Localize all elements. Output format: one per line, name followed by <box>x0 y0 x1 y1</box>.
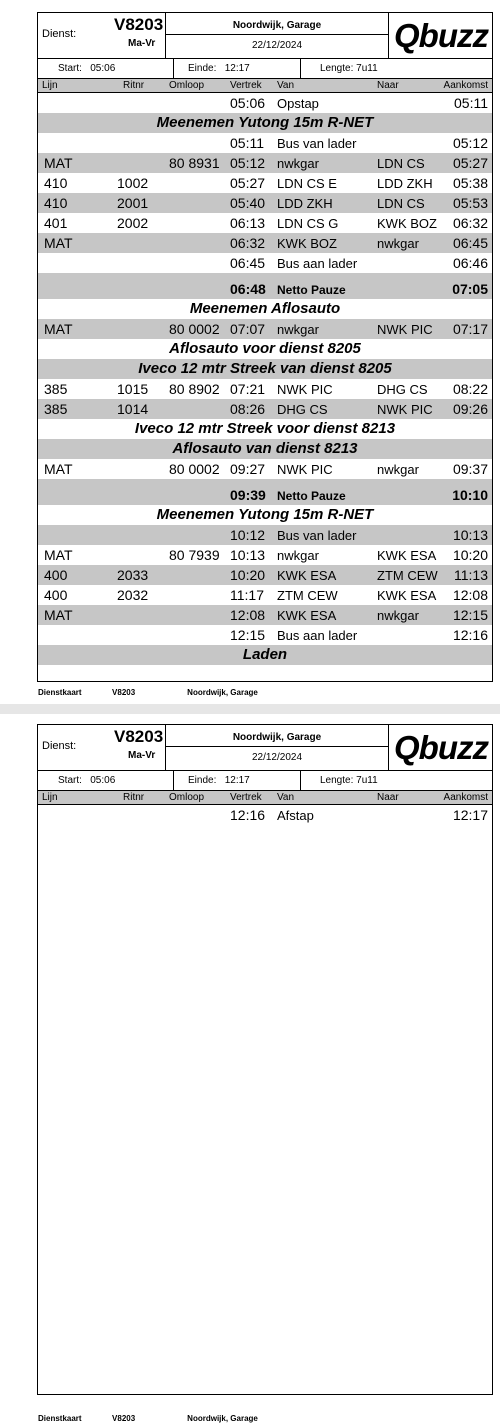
trip-row <box>38 565 492 585</box>
col-ritnr: Ritnr <box>123 80 145 91</box>
qbuzz-logo: Qbuzz <box>394 16 488 54</box>
pause-row <box>38 485 492 505</box>
cell-aankomst: 09:37 <box>452 461 488 477</box>
cell-aankomst: 07:17 <box>452 321 488 337</box>
cell-naar: NWK PIC <box>377 402 433 417</box>
cell-ritnr: 2002 <box>117 215 149 231</box>
cell-lijn: 400 <box>44 587 68 603</box>
cell-ritnr: 2032 <box>117 587 149 603</box>
divider <box>165 746 389 747</box>
cell-naar: KWK ESA <box>377 588 437 603</box>
note-text: Iveco 12 mtr Streek voor dienst 8213 <box>134 420 396 437</box>
cell-vertrek: 10:13 <box>230 547 266 563</box>
cell-aankomst: 06:45 <box>452 235 488 251</box>
cell-aankomst: 12:08 <box>452 587 488 603</box>
cell-van: LDN CS E <box>277 176 337 191</box>
cell-lijn: MAT <box>44 607 73 623</box>
cell-vertrek: 07:21 <box>230 381 266 397</box>
duty-header <box>38 13 492 59</box>
cell-omloop: 80 7939 <box>169 547 220 563</box>
trip-row <box>38 379 492 399</box>
trip-row <box>38 399 492 419</box>
column-header <box>38 79 492 93</box>
cell-lijn: 410 <box>44 195 68 211</box>
end-time: Einde: 12:17 <box>188 63 250 74</box>
cell-van: Bus van lader <box>277 136 357 151</box>
trip-list <box>38 93 492 665</box>
note-text: Meenemen Yutong 15m R-NET <box>156 506 374 523</box>
col-lijn: Lijn <box>42 792 58 803</box>
note-text: Aflosauto van dienst 8213 <box>172 440 358 457</box>
cell-van: Opstap <box>277 96 319 111</box>
note-text: Iveco 12 mtr Streek van dienst 8205 <box>138 360 392 377</box>
time-bar <box>38 771 492 791</box>
cell-naar: NWK PIC <box>377 322 433 337</box>
cell-aankomst: 10:13 <box>452 527 488 543</box>
cell-aankomst: 05:27 <box>452 155 488 171</box>
cell-lijn: MAT <box>44 461 73 477</box>
col-naar: Naar <box>377 792 399 803</box>
cell-vertrek: 08:26 <box>230 401 266 417</box>
cell-aankomst: 05:38 <box>452 175 488 191</box>
col-van: Van <box>277 80 295 91</box>
cell-vertrek: 05:06 <box>230 95 266 111</box>
time-bar <box>38 59 492 79</box>
cell-lijn: MAT <box>44 155 73 171</box>
cell-aankomst: 06:32 <box>452 215 488 231</box>
cell-naar: KWK ESA <box>377 548 437 563</box>
cell-van: Netto Pauze <box>277 489 346 503</box>
trip-row <box>38 319 492 339</box>
trip-row <box>38 193 492 213</box>
trip-row <box>38 153 492 173</box>
cell-lijn: MAT <box>44 547 73 563</box>
cell-vertrek: 05:12 <box>230 155 266 171</box>
cell-aankomst: 11:13 <box>454 567 488 583</box>
start-time: Start: 05:06 <box>58 63 116 74</box>
cell-lijn: 400 <box>44 567 68 583</box>
divider <box>300 771 301 790</box>
trip-row <box>38 93 492 113</box>
cell-omloop: 80 8931 <box>169 155 220 171</box>
garage-name: Noordwijk, Garage <box>232 732 322 743</box>
trip-row <box>38 133 492 153</box>
cell-vertrek: 06:32 <box>230 235 266 251</box>
cell-aankomst: 12:15 <box>452 607 488 623</box>
col-lijn: Lijn <box>42 80 58 91</box>
divider <box>173 59 174 78</box>
cell-naar: LDN CS <box>377 156 425 171</box>
cell-van: Bus aan lader <box>277 256 358 271</box>
note-row <box>38 339 492 359</box>
note-text: Meenemen Aflosauto <box>189 300 341 317</box>
trip-row <box>38 585 492 605</box>
cell-naar: nwkgar <box>377 236 419 251</box>
trip-row <box>38 545 492 565</box>
cell-omloop: 80 0002 <box>169 321 220 337</box>
cell-naar: KWK BOZ <box>377 216 437 231</box>
cell-aankomst: 06:46 <box>452 255 488 271</box>
cell-aankomst: 09:26 <box>452 401 488 417</box>
cell-vertrek: 10:20 <box>230 567 266 583</box>
cell-ritnr: 1014 <box>117 401 149 417</box>
cell-vertrek: 09:39 <box>230 487 266 503</box>
cell-van: Bus aan lader <box>277 628 358 643</box>
trip-row <box>38 625 492 645</box>
trip-row <box>38 233 492 253</box>
cell-van: nwkgar <box>277 548 319 563</box>
note-row <box>38 419 492 439</box>
note-row <box>38 645 492 665</box>
trip-row <box>38 525 492 545</box>
dienst-label: Dienst: <box>42 28 77 40</box>
cell-vertrek: 12:08 <box>230 607 266 623</box>
qbuzz-logo: Qbuzz <box>394 728 488 766</box>
cell-van: Bus van lader <box>277 528 357 543</box>
cell-vertrek: 05:40 <box>230 195 266 211</box>
page-footer: Dienstkaart V8203 Noordwijk, Garage <box>38 1414 258 1423</box>
cell-van: LDD ZKH <box>277 196 333 211</box>
cell-lijn: MAT <box>44 235 73 251</box>
cell-omloop: 80 8902 <box>169 381 220 397</box>
cell-ritnr: 2033 <box>117 567 149 583</box>
cell-van: Netto Pauze <box>277 283 346 297</box>
column-header <box>38 791 492 805</box>
cell-van: nwkgar <box>277 322 319 337</box>
duty-card-frame <box>37 724 493 1395</box>
cell-van: LDN CS G <box>277 216 339 231</box>
end-time: Einde: 12:17 <box>188 775 250 786</box>
garage-name: Noordwijk, Garage <box>232 20 322 31</box>
duty-header <box>38 725 492 771</box>
dienst-days: Ma-Vr <box>128 38 156 49</box>
cell-van: KWK ESA <box>277 568 337 583</box>
cell-aankomst: 10:20 <box>452 547 488 563</box>
note-text: Meenemen Yutong 15m R-NET <box>156 114 374 131</box>
duty-card-frame <box>37 12 493 682</box>
cell-naar: DHG CS <box>377 382 428 397</box>
trip-list <box>38 805 492 825</box>
cell-vertrek: 12:15 <box>230 627 266 643</box>
col-ritnr: Ritnr <box>123 792 145 803</box>
note-text: Aflosauto voor dienst 8205 <box>169 340 361 357</box>
divider <box>300 59 301 78</box>
cell-van: NWK PIC <box>277 462 333 477</box>
col-aankomst: Aankomst <box>443 80 488 91</box>
cell-vertrek: 10:12 <box>230 527 266 543</box>
col-vertrek: Vertrek <box>230 80 262 91</box>
divider <box>165 34 389 35</box>
cell-vertrek: 12:16 <box>230 807 266 823</box>
cell-lijn: 401 <box>44 215 68 231</box>
cell-vertrek: 05:11 <box>230 135 264 151</box>
page-2 <box>0 714 500 1426</box>
pause-row <box>38 279 492 299</box>
cell-van: nwkgar <box>277 156 319 171</box>
cell-ritnr: 2001 <box>117 195 149 211</box>
page-1 <box>0 0 500 704</box>
cell-vertrek: 11:17 <box>230 587 264 603</box>
duty-date: 22/12/2024 <box>251 40 303 51</box>
cell-naar: ZTM CEW <box>377 568 438 583</box>
divider <box>173 771 174 790</box>
cell-vertrek: 05:27 <box>230 175 266 191</box>
note-row <box>38 359 492 379</box>
note-text: Laden <box>242 646 288 663</box>
cell-van: DHG CS <box>277 402 328 417</box>
cell-ritnr: 1015 <box>117 381 149 397</box>
cell-aankomst: 07:05 <box>452 281 488 297</box>
dienst-label: Dienst: <box>42 740 77 752</box>
duty-length: Lengte: 7u11 <box>320 775 378 786</box>
col-vertrek: Vertrek <box>230 792 262 803</box>
cell-aankomst: 12:16 <box>452 627 488 643</box>
cell-omloop: 80 0002 <box>169 461 220 477</box>
cell-aankomst: 05:11 <box>454 95 488 111</box>
dienst-days: Ma-Vr <box>128 750 156 761</box>
col-van: Van <box>277 792 295 803</box>
col-aankomst: Aankomst <box>443 792 488 803</box>
duty-length: Lengte: 7u11 <box>320 63 378 74</box>
col-naar: Naar <box>377 80 399 91</box>
trip-row <box>38 213 492 233</box>
cell-naar: nwkgar <box>377 462 419 477</box>
cell-lijn: 410 <box>44 175 68 191</box>
page-footer: Dienstkaart V8203 Noordwijk, Garage <box>38 688 258 697</box>
cell-aankomst: 08:22 <box>452 381 488 397</box>
note-row <box>38 439 492 459</box>
cell-naar: nwkgar <box>377 608 419 623</box>
cell-vertrek: 06:45 <box>230 255 266 271</box>
cell-van: KWK BOZ <box>277 236 337 251</box>
note-row <box>38 299 492 319</box>
cell-naar: LDD ZKH <box>377 176 433 191</box>
cell-lijn: 385 <box>44 401 68 417</box>
cell-vertrek: 06:48 <box>230 281 266 297</box>
duty-date: 22/12/2024 <box>251 752 303 763</box>
cell-van: ZTM CEW <box>277 588 338 603</box>
trip-row <box>38 459 492 479</box>
note-row <box>38 505 492 525</box>
cell-naar: LDN CS <box>377 196 425 211</box>
start-time: Start: 05:06 <box>58 775 116 786</box>
dienst-code: V8203 <box>114 727 164 746</box>
cell-vertrek: 06:13 <box>230 215 266 231</box>
cell-van: NWK PIC <box>277 382 333 397</box>
cell-aankomst: 05:12 <box>452 135 488 151</box>
trip-row <box>38 253 492 273</box>
trip-row <box>38 173 492 193</box>
col-omloop: Omloop <box>169 80 205 91</box>
cell-ritnr: 1002 <box>117 175 149 191</box>
cell-vertrek: 09:27 <box>230 461 266 477</box>
cell-vertrek: 07:07 <box>230 321 266 337</box>
cell-lijn: MAT <box>44 321 73 337</box>
col-omloop: Omloop <box>169 792 205 803</box>
cell-aankomst: 10:10 <box>452 487 488 503</box>
dienst-code: V8203 <box>114 15 164 34</box>
note-row <box>38 113 492 133</box>
cell-lijn: 385 <box>44 381 68 397</box>
cell-van: KWK ESA <box>277 608 337 623</box>
trip-row <box>38 805 492 825</box>
cell-aankomst: 12:17 <box>452 807 488 823</box>
cell-aankomst: 05:53 <box>452 195 488 211</box>
cell-van: Afstap <box>277 808 314 823</box>
trip-row <box>38 605 492 625</box>
